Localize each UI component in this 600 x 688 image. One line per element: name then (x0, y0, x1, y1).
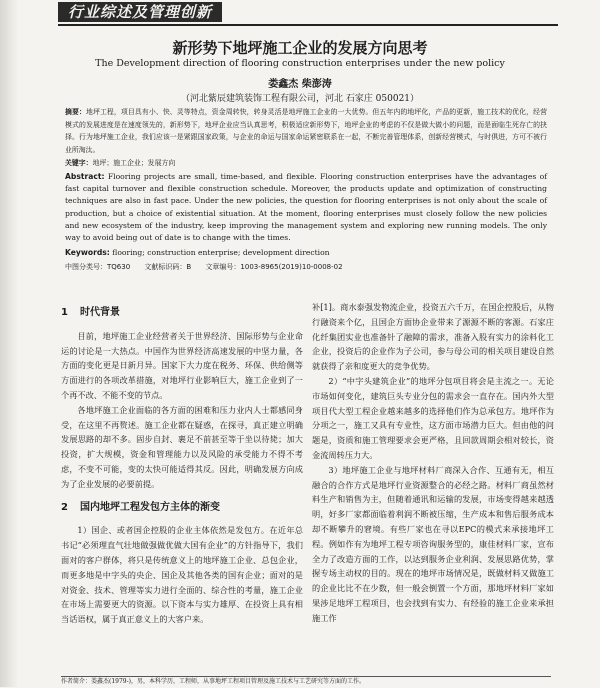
article-affiliation: （河北紫辰建筑装饰工程有限公司，河北 石家庄 050021） (180, 94, 420, 104)
keywords-cn (65, 157, 547, 170)
section-2-title: 国内地坪工程发包方主体的渐变 (79, 501, 220, 513)
keywords-cn-text: 地坪；施工企业；发展方向 (92, 159, 176, 167)
section-1-title: 时代背景 (79, 307, 120, 318)
keywords-en-text: flooring; construction enterprise; development direction (112, 248, 330, 257)
section-2-heading (61, 501, 303, 516)
keywords-en (65, 247, 547, 260)
clc-number: 中图分类号：TQ630 (65, 263, 131, 271)
article-authors: 娄鑫杰 柴澎涛 (268, 79, 332, 90)
keywords-en-label: Keywords: (65, 248, 110, 257)
section-1-paragraph-2: 各地坪施工企业面临的各方面的困难和压力业内人士都感同身受，在这里不再赘述。施工企业都在疑惑，在探寻，真正建立明确发展思路的却不多。固步自封、裹足不前甚至等于坐以待毙；加大投资，扩大规模，资金和管理能力以及风险的承受能力不得不考虑，不变不可能，变的太快可能适得其反。因此，明确发展方向成为了企业发展的必要前提。 (61, 404, 303, 489)
author-footnote: 作者简介：娄鑫杰(1979-)，男，本科学历，工程师，从事地坪工程项目管理及施工技术与工艺研究等方面的工作。 (61, 676, 551, 688)
keywords-cn-label: 关键字： (65, 159, 93, 167)
section-1-number: 1 (61, 307, 68, 318)
column-2-paragraph-1: 补[1]。商水泰强发物流企业，投资五六千万，在国企控股后，从物行融资来个亿，且国企方面协企业带来了源源不断的客源。石家庄化纤集团实业也准备针了融障的需求，准备入股有实力的涂料化工企业，投资后的企业作为子公司，参与母公司的相关项目建设自然就获得了亲和度更大的竞争优势。 (312, 302, 554, 372)
section-1-heading (61, 306, 303, 321)
abstract-cn-label: 摘要： (65, 108, 86, 116)
column-2-paragraph-2: 2）“中字头建筑企业”的地坪分包项目将会是主流之一。无论市场如何变化，建筑巨头专业分包的需求会一直存在。国内外大型项目代大型工程企业越来越多的选择他们作为总承包方。地坪作为分项之一，施工又具有专业性，这方面市场潜力巨大。但由他的问题是，资质和施工管理要求会更严格，且回款周期会相对较长，资金流周转压力大。 (312, 375, 554, 460)
abstract-en-text: Flooring projects are small, time-based, and flexible. Flooring construction enterprises have the advantages of fast capital turnover and flexible construction schedule. Moreover, the products update and optimization of constructing techniques are also in fast pace. Under the new policies, the question for flooring enterprises is not only about the scale of production, but a choice of existential situation. At the moment, flooring enterprises must closely follow the new policies and new ecosystem of the industry, keep improving the management system and exploring new running models. The only way to avoid being out of date is to change with the times. (65, 172, 548, 243)
abstract-cn (65, 106, 547, 156)
right-column (312, 300, 554, 626)
left-column (61, 300, 303, 627)
abstract-cn-text: 地坪工程，项目具有小、快、灵等特点，资金周转快，转身灵活是地坪施工企业的一大优势。但五年内的地坪化，产品的更新，施工技术的优化，经营模式的发展进度是在速度领先的，新形势下，地坪企业应当认真思考，积极适应新形势下，地坪企业的考虑的不仅是做大做小的问题，而是面临生死存亡的抉择。行为地坪施工企业，我们应该一是紧跟国家政策，与企业的命运与国家命运紧密联系在一起，不断完善管理体系，创新经营模式，与时俱进，方可不被行业所淘汰。 (65, 108, 548, 154)
column-2-paragraph-3: 3）地坪施工企业与地坪材料厂商深入合作、互通有无，相互融合的合作方式是地坪行业资源整合的必经之路。材料厂商虽然材料生产和销售为主，但随着通讯和运输的发展，市场变得越来越透明，好多厂家都面临着利润不断被压缩，生产成本和售后服务成本却不断攀升的窘境。有些厂家也在寻以EPC的模式来承接地坪工程。例如作有为地坪工程专项咨询服务型的，康佳材料厂家，宣布全力了改造方面的工作，以达到服务企业利润、发展思路优势，掌握专场主动权的目的。现在的地坪市场情况是，既做材料又做施工的企业比比不在少数，但一般会倒置一个方面，那地坪材料厂家如果涉足地坪工程项目，也会找到有实力、有经验的施工企业来承担施工作 (312, 464, 554, 623)
article-id: 文章编号：1003-8965(2019)10-0008-02 (205, 263, 343, 271)
section-2-number: 2 (61, 501, 68, 513)
document-code: 文献标识码：B (144, 263, 192, 271)
banner-title: 行业综述及管理创新 (58, 2, 222, 22)
classification-line (65, 261, 547, 274)
section-1-paragraph-1: 目前，地坪施工企业经营者关于世界经济、国际形势与企业命运的讨论是一大热点。中国作为世界经济高速发展的中坚力量，各方面的变化更是日新月异。国家下大力度在税务、环保、供给侧等方面进行的各项改革措施，对地坪行业影响巨大，施工企业到了一个再不改、不能不变的节点。 (61, 330, 303, 400)
abstract-en-label: Abstract: (65, 172, 105, 181)
article-title-en: The Development direction of flooring construction enterprises under the new policy (95, 58, 505, 69)
section-2-paragraph-1: 1）国企、或者国企控股的企业主体依然是发包方。在近年总书记“必须理直气壮地做强做优做大国有企业”的方针指导下，我们面对的客户群体，将只是传统意义上的地坪施工企业、总包企业，而更多地是中字头的央企、国企及其他各类的国有企业；面对的是对资金、技术、管理等实力进行全面的、综合性的考量，施工企业在市场上需要更大的资源。以下资本与实力雄厚、在投资上具有相当话语权，属于真正意义上的大客户来。 (61, 525, 303, 625)
journal-banner (58, 2, 558, 26)
article-title-cn: 新形势下地坪施工企业的发展方向思考 (172, 39, 428, 57)
abstract-en (65, 171, 547, 244)
